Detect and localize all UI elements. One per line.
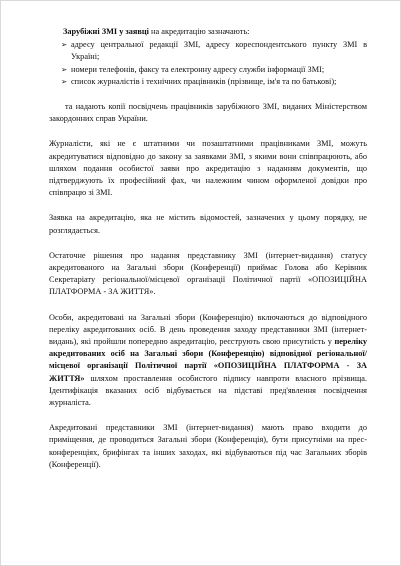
arrow-bullet-icon: ➢: [61, 76, 68, 86]
list-item: [49, 64, 367, 76]
requirements-list: [49, 39, 367, 88]
accredited-persons-paragraph: [49, 312, 367, 410]
list-item-text: список журналістів і технічних працівників (прізвище, ім'я та по батькові);: [71, 76, 337, 86]
intro-bold: Зарубіжні ЗМІ у заявці: [63, 27, 149, 36]
list-item-text: адресу центральної редакції ЗМІ, адресу кореспондентського пункту ЗМІ в Україні;: [71, 40, 367, 62]
copy-paragraph: та надають копії посвідчень працівників зарубіжного ЗМІ, виданих Міністерством закордонних справ України.: [49, 102, 367, 124]
access-rights-paragraph: Акредитовані представники ЗМІ (інтернет-видання) мають право входити до приміщення, де проводиться Загальні збори (Конференція), бути присутніми на прес-конференціях, брифінгах та інших заходах, які відбуваються під час Загальних зборів (Конференції).: [49, 423, 367, 469]
persons-bold: переліку акредитованих осіб на Загальні збори (Конференцію) відповідної регіональної/місцевої організації Політичної партії «ОПОЗИЦІЙНА ПЛАТФОРМА - ЗА ЖИТТЯ»: [49, 337, 367, 383]
document-body: [49, 26, 367, 471]
persons-text-1: Особи, акредитовані на Загальні збори (Конференцію) включаються до відповідного переліку акредитованих осіб. В день проведення заходу представники ЗМІ (інтернет-видань), які пройшли попередню акредитацію, реєструють свою присутність у: [49, 312, 367, 347]
intro-text: на акредитацію зазначають:: [148, 27, 250, 36]
intro-paragraph: [49, 26, 367, 38]
list-item: [49, 76, 367, 88]
list-item-text: номери телефонів, факсу та електронну адресу служби інформації ЗМІ;: [71, 64, 325, 74]
arrow-bullet-icon: ➢: [61, 40, 68, 50]
arrow-bullet-icon: ➢: [61, 64, 68, 74]
final-decision-paragraph: Остаточне рішення про надання представнику ЗМІ (інтернет-видання) статусу акредитованого на Загальні збори (Конференції) приймає Голова або Керівник Секретаріату регіональної/місцевої організації Політичної партії «ОПОЗИЦІЙНА ПЛАТФОРМА - ЗА ЖИТТЯ».: [49, 250, 367, 297]
refuse-paragraph: Заявка на акредитацію, яка не містить відомостей, зазначених у цьому порядку, не розглядається.: [49, 213, 367, 235]
journalists-paragraph: Журналісти, які не є штатними чи позаштатними працівниками ЗМІ, можуть акредитуватися відповідно до закону за заявками ЗМІ, з якими вони співпрацюють, або шляхом подання особистої заяви про акредитацію з наданням документів, що підтверджують їх професійний фах, чи належним чином оформленої довідки про співпрацю зі ЗМІ.: [49, 139, 367, 198]
persons-text-2: шляхом проставлення особистого підпису навпроти власного прізвища. Ідентифікація вказаних осіб відбувається на підставі пред'явлення посвідчення журналіста.: [49, 373, 367, 408]
list-item: [49, 39, 367, 63]
